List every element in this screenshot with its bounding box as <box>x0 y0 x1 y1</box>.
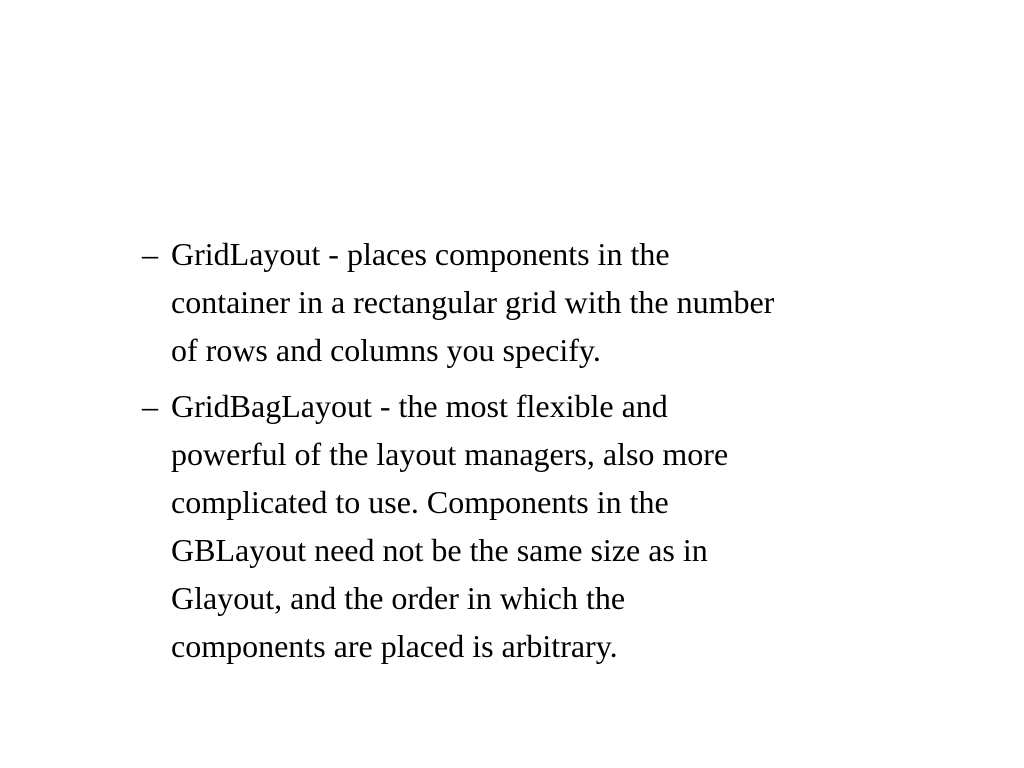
bullet-gridlayout <box>142 230 942 374</box>
bullet-line: GridLayout - places components in the <box>171 236 670 272</box>
dash-bullet-icon: – <box>142 236 158 272</box>
bullet-line: container in a rectangular grid with the number <box>171 284 775 320</box>
bullet-line: GBLayout need not be the same size as in <box>171 532 708 568</box>
bullet-list <box>142 230 942 678</box>
dash-bullet-icon: – <box>142 388 158 424</box>
bullet-gridbaglayout <box>142 382 942 670</box>
bullet-line: GridBagLayout - the most flexible and <box>171 388 668 424</box>
bullet-line: complicated to use. Components in the <box>171 484 669 520</box>
bullet-line: Glayout, and the order in which the <box>171 580 626 616</box>
bullet-line: powerful of the layout managers, also more <box>171 436 729 472</box>
bullet-line: of rows and columns you specify. <box>171 332 601 368</box>
bullet-line: components are placed is arbitrary. <box>171 628 618 664</box>
